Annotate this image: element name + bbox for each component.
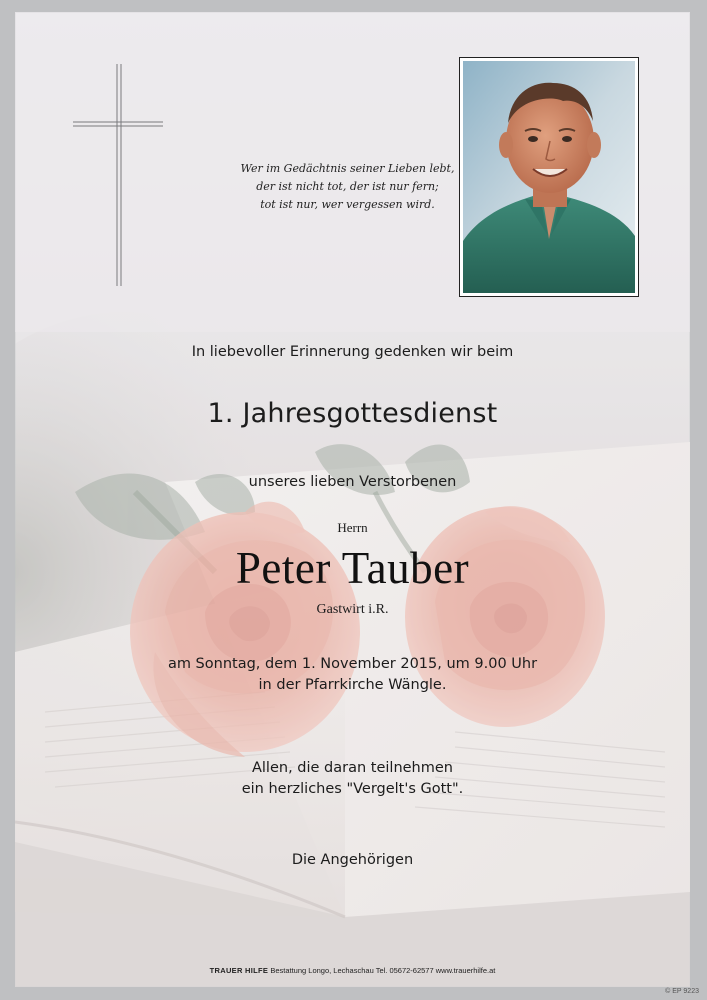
deceased-name: Peter Tauber bbox=[235, 543, 470, 593]
invitation bbox=[15, 758, 690, 800]
footer-details: Bestattung Longo, Lechaschau Tel. 05672-62577 www.trauerhilfe.at bbox=[270, 966, 496, 975]
product-code: © EP 9223 bbox=[665, 988, 699, 995]
portrait-frame bbox=[459, 57, 639, 297]
obituary-card bbox=[15, 12, 690, 987]
signoff: Die Angehörigen bbox=[291, 852, 414, 868]
service-date: am Sonntag, dem 1. November 2015, um 9.00 Uhr bbox=[167, 656, 538, 672]
quote-line-1: Wer im Gedächtnis seiner Lieben lebt, bbox=[240, 162, 455, 175]
deceased-intro: unseres lieben Verstorbenen bbox=[248, 474, 457, 490]
portrait-photo bbox=[463, 61, 635, 293]
service-location: in der Pfarrkirche Wängle. bbox=[258, 677, 447, 693]
footer bbox=[15, 966, 690, 975]
intro-line: In liebevoller Erinnerung gedenken wir beim bbox=[191, 344, 514, 360]
cross-icon bbox=[73, 64, 165, 289]
footer-brand: TRAUER HILFE bbox=[209, 966, 269, 975]
service-details bbox=[15, 654, 690, 696]
occupation: Gastwirt i.R. bbox=[316, 602, 389, 617]
quote-line-3: tot ist nur, wer vergessen wird. bbox=[260, 198, 435, 211]
quote-line-2: der ist nicht tot, der ist nur fern; bbox=[256, 180, 439, 193]
salutation: Herrn bbox=[337, 520, 368, 535]
event-title: 1. Jahresgottesdienst bbox=[207, 398, 498, 429]
invitation-line-1: Allen, die daran teilnehmen bbox=[251, 760, 453, 776]
invitation-line-2: ein herzliches "Vergelt's Gott". bbox=[241, 781, 464, 797]
